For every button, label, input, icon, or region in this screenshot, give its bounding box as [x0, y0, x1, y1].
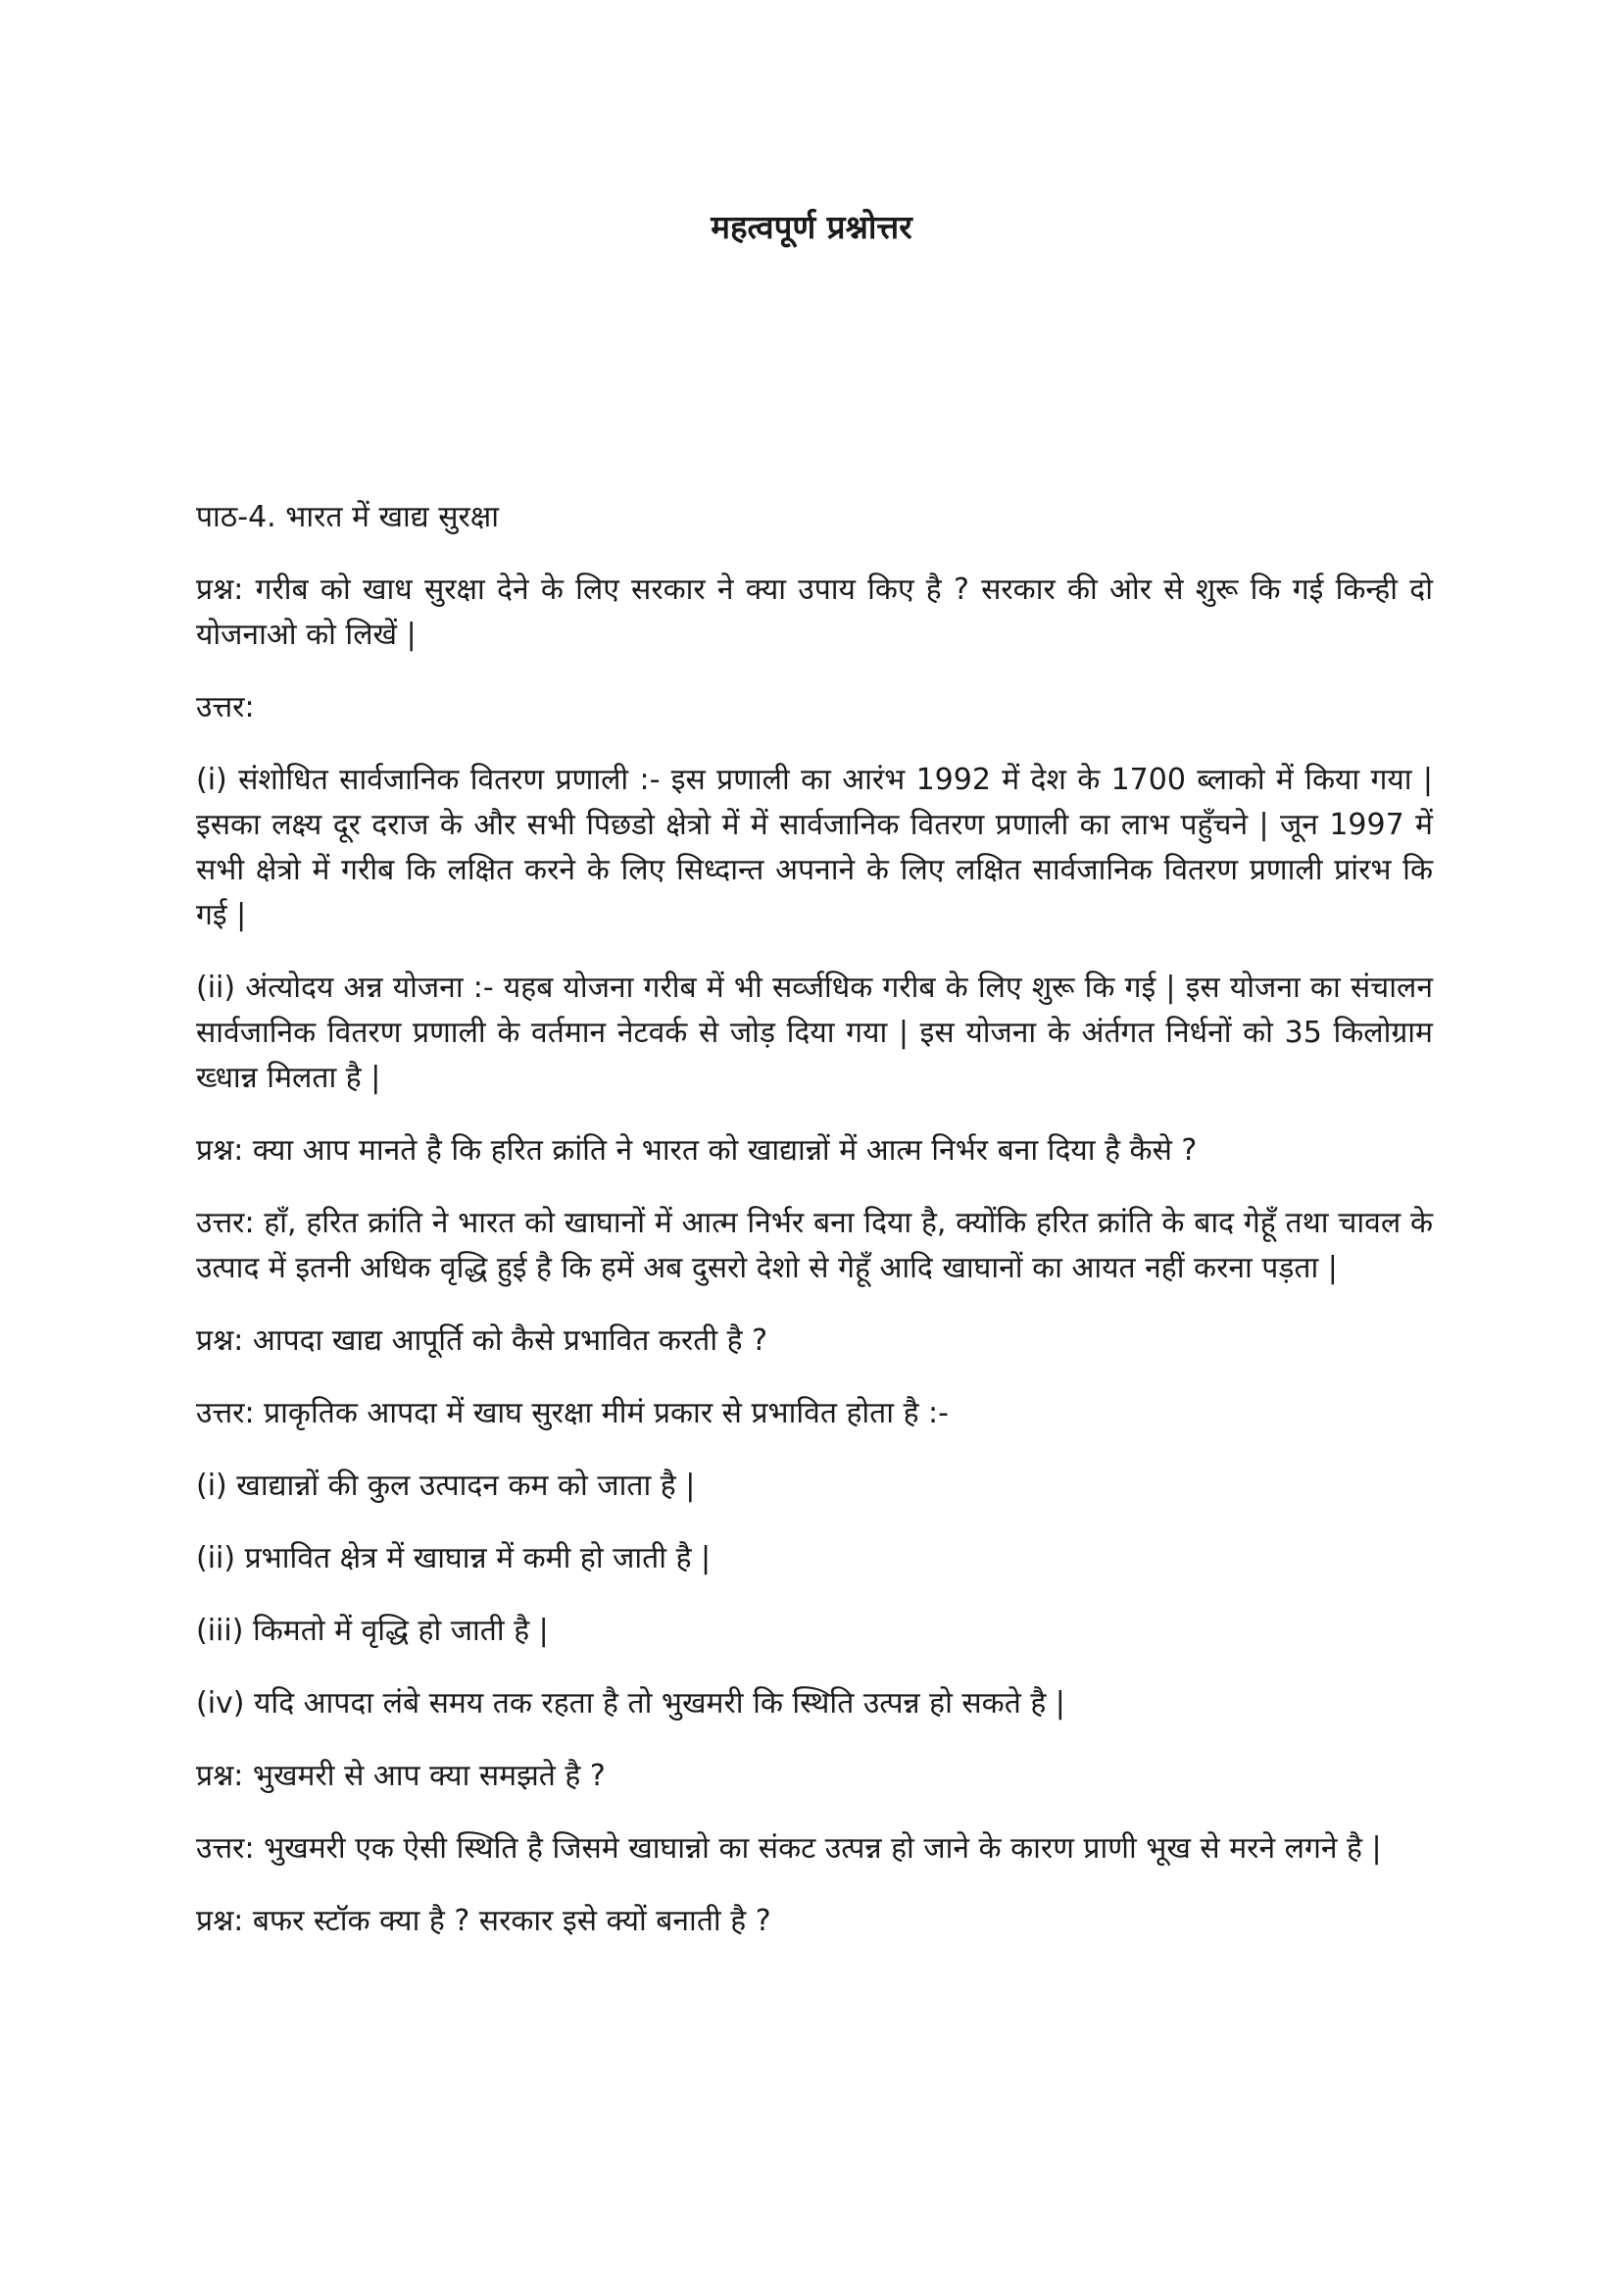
answer-4: उत्तर: भुखमरी एक ऐसी स्थिति है जिसमे खाघान्नो का संकट उत्पन्न हो जाने के कारण प्राणी भूख से मरने लगने है | [196, 1831, 1382, 1866]
document-body [196, 495, 1433, 1972]
question-4: प्रश्न: भुखमरी से आप क्या समझते है ? [196, 1759, 606, 1793]
question-3: प्रश्न: आपदा खाद्य आपूर्ति को कैसे प्रभावित करती है ? [196, 1323, 768, 1358]
answer-1-label: उत्तर: [196, 690, 255, 724]
chapter-heading: पाठ-4. भारत में खाद्य सुरक्षा [196, 500, 500, 534]
page-title: महत्वपूर्ण प्रश्नोत्तर [711, 208, 912, 246]
answer-1-point-ii: (ii) अंत्योदय अन्न योजना :- यहब योजना गरीब में भी सर्व्जधिक गरीब के लिए शुरू कि गई | इस योजना का संचालन सार्वजानिक वितरण प्रणाली के वर्तमान नेटवर्क से जोड़ दिया गया | इस योजना के अंर्तगत निर्धनों को 35 किलोग्राम ख्धान्न मिलता है | [196, 971, 1433, 1095]
question-2: प्रश्न: क्या आप मानते है कि हरित क्रांति ने भारत को खाद्यान्नों में आत्म निर्भर बना दिया है कैसे ? [196, 1133, 1198, 1168]
answer-3-point-i: (i) खाद्यान्नों की कुल उत्पादन कम को जाता है | [196, 1469, 696, 1503]
answer-1-point-i: (i) संशोधित सार्वजानिक वितरण प्रणाली :- इस प्रणाली का आरंभ 1992 में देश के 1700 ब्लाको में किया गया | इसका लक्ष्य दूर दराज के और सभी पिछडो क्षेत्रो में में सार्वजानिक वितरण प्रणाली का लाभ पहुँचने | जून 1997 में सभी क्षेत्रो में गरीब कि लक्षित करने के लिए सिध्दान्त अपनाने के लिए लक्षित सार्वजानिक वितरण प्रणाली प्रांरभ कि गई | [196, 763, 1433, 932]
answer-3-point-iv: (iv) यदि आपदा लंबे समय तक रहता है तो भुखमरी कि स्थिति उत्पन्न हो सकते है | [196, 1686, 1065, 1721]
answer-2: उत्तर: हाँ, हरित क्रांति ने भारत को खाघानों में आत्म निर्भर बना दिया है, क्योंकि हरित क्रांति के बाद गेहूँ तथा चावल के उत्पाद में इतनी अधिक वृद्धि हुई है कि हमें अब दुसरो देशो से गेहूँ आदि खाघानों का आयत नहीं करना पड़ता | [196, 1206, 1433, 1285]
question-5: प्रश्न: बफर स्टॉक क्या है ? सरकार इसे क्यों बनाती है ? [196, 1904, 771, 1938]
answer-3-point-iii: (iii) किमतो में वृद्धि हो जाती है | [196, 1614, 549, 1648]
answer-3-point-ii: (ii) प्रभावित क्षेत्र में खाघान्न में कमी हो जाती है | [196, 1541, 712, 1575]
question-1: प्रश्न: गरीब को खाध सुरक्षा देने के लिए सरकार ने क्या उपाय किए है ? सरकार की ओर से शुरू कि गई किन्ही दो योजनाओ को लिखें | [196, 573, 1433, 652]
answer-3-intro: उत्तर: प्राकृतिक आपदा में खाघ सुरक्षा मीमं प्रकार से प्रभावित होता है :- [196, 1396, 949, 1430]
